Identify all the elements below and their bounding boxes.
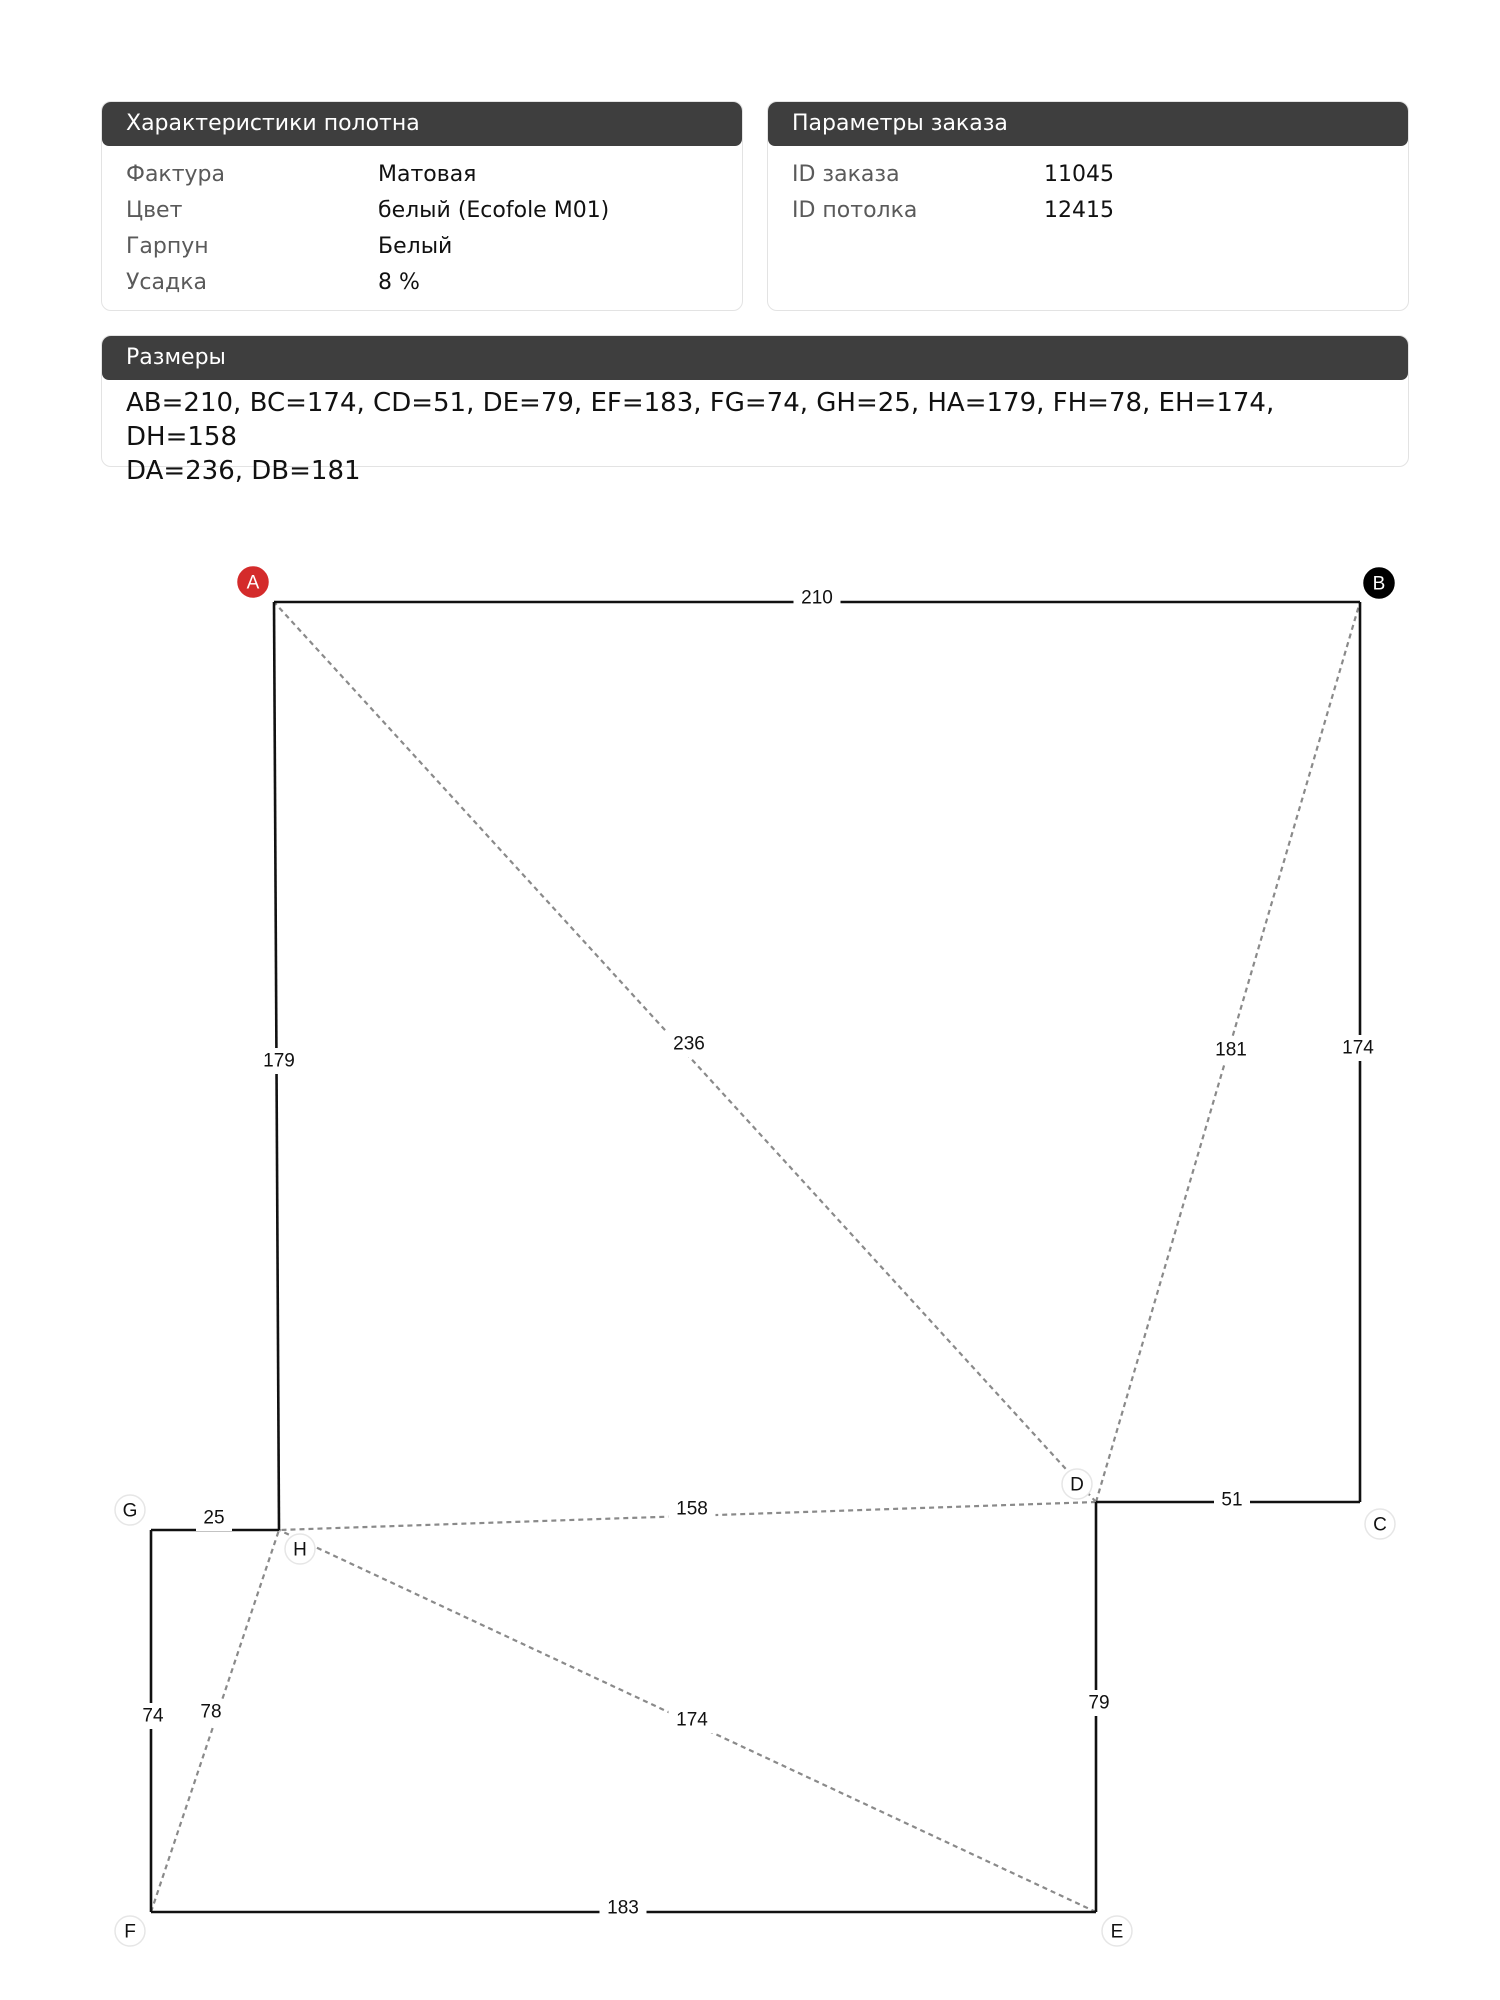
wall-length-label-AB: 210 <box>801 587 833 609</box>
wall-length-label-EF: 183 <box>607 1897 639 1919</box>
characteristics-header: Характеристики полотна <box>102 102 742 146</box>
vertices-layer <box>115 567 1395 1946</box>
ceiling-id-label: ID потолка <box>792 197 918 223</box>
shrinkage-label: Усадка <box>126 269 207 295</box>
shrinkage-value: 8 % <box>378 269 420 295</box>
vertex-label-D: D <box>1070 1474 1084 1496</box>
texture-value: Матовая <box>378 161 477 187</box>
texture-label: Фактура <box>126 161 225 187</box>
vertex-label-H: H <box>293 1539 307 1561</box>
dimensions-header: Размеры <box>102 336 1408 380</box>
diagonal-length-label-DH: 158 <box>676 1498 708 1520</box>
vertex-label-C: C <box>1373 1514 1387 1536</box>
wall-length-label-GH: 25 <box>203 1507 225 1529</box>
vertex-label-G: G <box>122 1500 138 1522</box>
color-value: белый (Ecofole M01) <box>378 197 610 223</box>
ceiling-id-value: 12415 <box>1044 197 1114 223</box>
diagonal-length-label-DB: 181 <box>1215 1039 1247 1061</box>
vertex-label-E: E <box>1110 1921 1124 1943</box>
wall-length-label-BC: 174 <box>1342 1037 1374 1059</box>
wall-length-label-DE: 79 <box>1088 1692 1110 1714</box>
diagonal-length-label-FH: 78 <box>200 1701 222 1723</box>
wall-length-label-HA: 179 <box>263 1050 295 1072</box>
order-id-value: 11045 <box>1044 161 1114 187</box>
harpoon-value: Белый <box>378 233 453 259</box>
order-id-label: ID заказа <box>792 161 900 187</box>
wall-length-label-FG: 74 <box>142 1705 164 1727</box>
diagonals-layer <box>151 602 1360 1912</box>
dimensions-line-1: AB=210, BC=174, CD=51, DE=79, EF=183, FG=74, GH=25, HA=179, FH=78, EH=174, DH=158 <box>126 388 1275 452</box>
walls-layer <box>151 602 1360 1912</box>
vertex-label-B: B <box>1372 573 1386 595</box>
diagonal-length-label-EH: 174 <box>676 1709 708 1731</box>
wall-length-label-CD: 51 <box>1221 1489 1243 1511</box>
dimensions-line-2: DA=236, DB=181 <box>126 456 361 486</box>
labels-layer <box>135 585 1382 1921</box>
diagonal-length-label-DA: 236 <box>673 1033 705 1055</box>
vertex-label-F: F <box>124 1921 136 1943</box>
order-header: Параметры заказа <box>768 102 1408 146</box>
harpoon-label: Гарпун <box>126 233 209 259</box>
color-label: Цвет <box>126 197 183 223</box>
vertex-label-A: A <box>246 572 260 594</box>
